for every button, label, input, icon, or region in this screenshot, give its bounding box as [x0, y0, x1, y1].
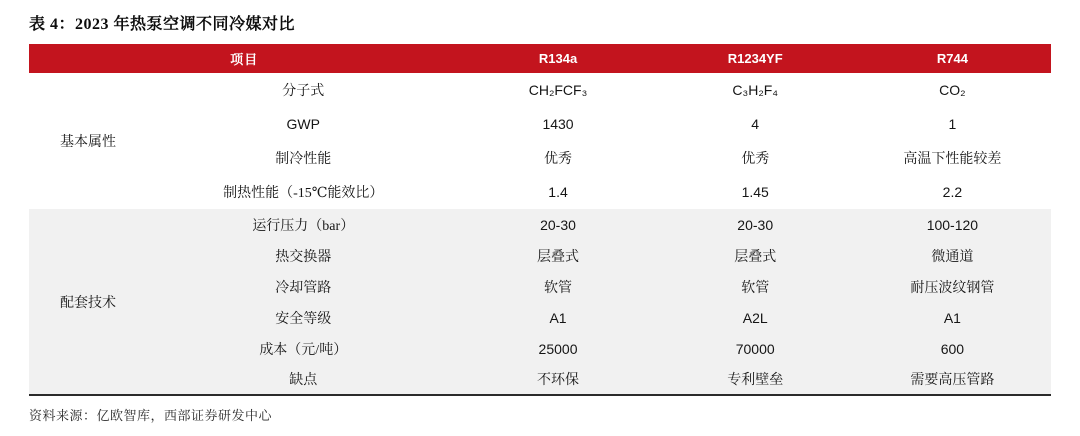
cell-value: 层叠式 [657, 240, 854, 271]
table-row [29, 364, 1051, 395]
group-label-basic-properties: 基本属性 [29, 73, 147, 209]
refrigerant-comparison-table [29, 44, 1051, 396]
cell-value: 需要高压管路 [854, 364, 1051, 395]
table-header-row [29, 44, 1051, 73]
cell-value: 4 [657, 107, 854, 141]
cell-value: A2L [657, 302, 854, 333]
table-title: 表 4：2023 年热泵空调不同冷媒对比 [29, 16, 296, 33]
col-header-r744: R744 [854, 44, 1051, 73]
cell-value: 100-120 [854, 209, 1051, 240]
col-header-r1234yf: R1234YF [657, 44, 854, 73]
cell-value: 层叠式 [459, 240, 656, 271]
cell-value: 1.4 [459, 175, 656, 209]
source-note: 资料来源：亿欧智库，西部证券研发中心 [29, 408, 273, 423]
row-label-operating-pressure: 运行压力（bar） [147, 209, 459, 240]
row-label-heating-performance: 制热性能（-15℃能效比） [147, 175, 459, 209]
group-supporting-technology [29, 209, 1051, 395]
col-header-r134a: R134a [459, 44, 656, 73]
cell-value: A1 [854, 302, 1051, 333]
table-row [29, 175, 1051, 209]
row-label-cooling-piping: 冷却管路 [147, 271, 459, 302]
row-label-heat-exchanger: 热交换器 [147, 240, 459, 271]
cell-value: 高温下性能较差 [854, 141, 1051, 175]
cell-value: CO₂ [854, 73, 1051, 107]
cell-value: 25000 [459, 333, 656, 364]
cell-value: 2.2 [854, 175, 1051, 209]
table-row [29, 333, 1051, 364]
cell-value: 软管 [459, 271, 656, 302]
cell-value: 不环保 [459, 364, 656, 395]
cell-value: 600 [854, 333, 1051, 364]
cell-value: A1 [459, 302, 656, 333]
table-row [29, 107, 1051, 141]
row-label-safety-class: 安全等级 [147, 302, 459, 333]
cell-value: 优秀 [657, 141, 854, 175]
table-row [29, 73, 1051, 107]
cell-value: 1.45 [657, 175, 854, 209]
group-label-supporting-technology: 配套技术 [29, 209, 147, 395]
row-label-molecular-formula: 分子式 [147, 73, 459, 107]
table-row [29, 271, 1051, 302]
cell-value: 1 [854, 107, 1051, 141]
row-label-cost: 成本（元/吨） [147, 333, 459, 364]
cell-value: C₃H₂F₄ [657, 73, 854, 107]
group-basic-properties [29, 73, 1051, 209]
cell-value: 70000 [657, 333, 854, 364]
cell-value: 微通道 [854, 240, 1051, 271]
cell-value: 软管 [657, 271, 854, 302]
cell-value: 20-30 [657, 209, 854, 240]
cell-value: 1430 [459, 107, 656, 141]
table-row [29, 141, 1051, 175]
row-label-gwp: GWP [147, 107, 459, 141]
cell-value: CH₂FCF₃ [459, 73, 656, 107]
table-row [29, 209, 1051, 240]
cell-value: 20-30 [459, 209, 656, 240]
table-row [29, 302, 1051, 333]
row-label-disadvantages: 缺点 [147, 364, 459, 395]
table-row [29, 240, 1051, 271]
cell-value: 专利壁垒 [657, 364, 854, 395]
cell-value: 优秀 [459, 141, 656, 175]
row-label-cooling-performance: 制冷性能 [147, 141, 459, 175]
col-header-item: 项目 [29, 44, 459, 73]
cell-value: 耐压波纹钢管 [854, 271, 1051, 302]
